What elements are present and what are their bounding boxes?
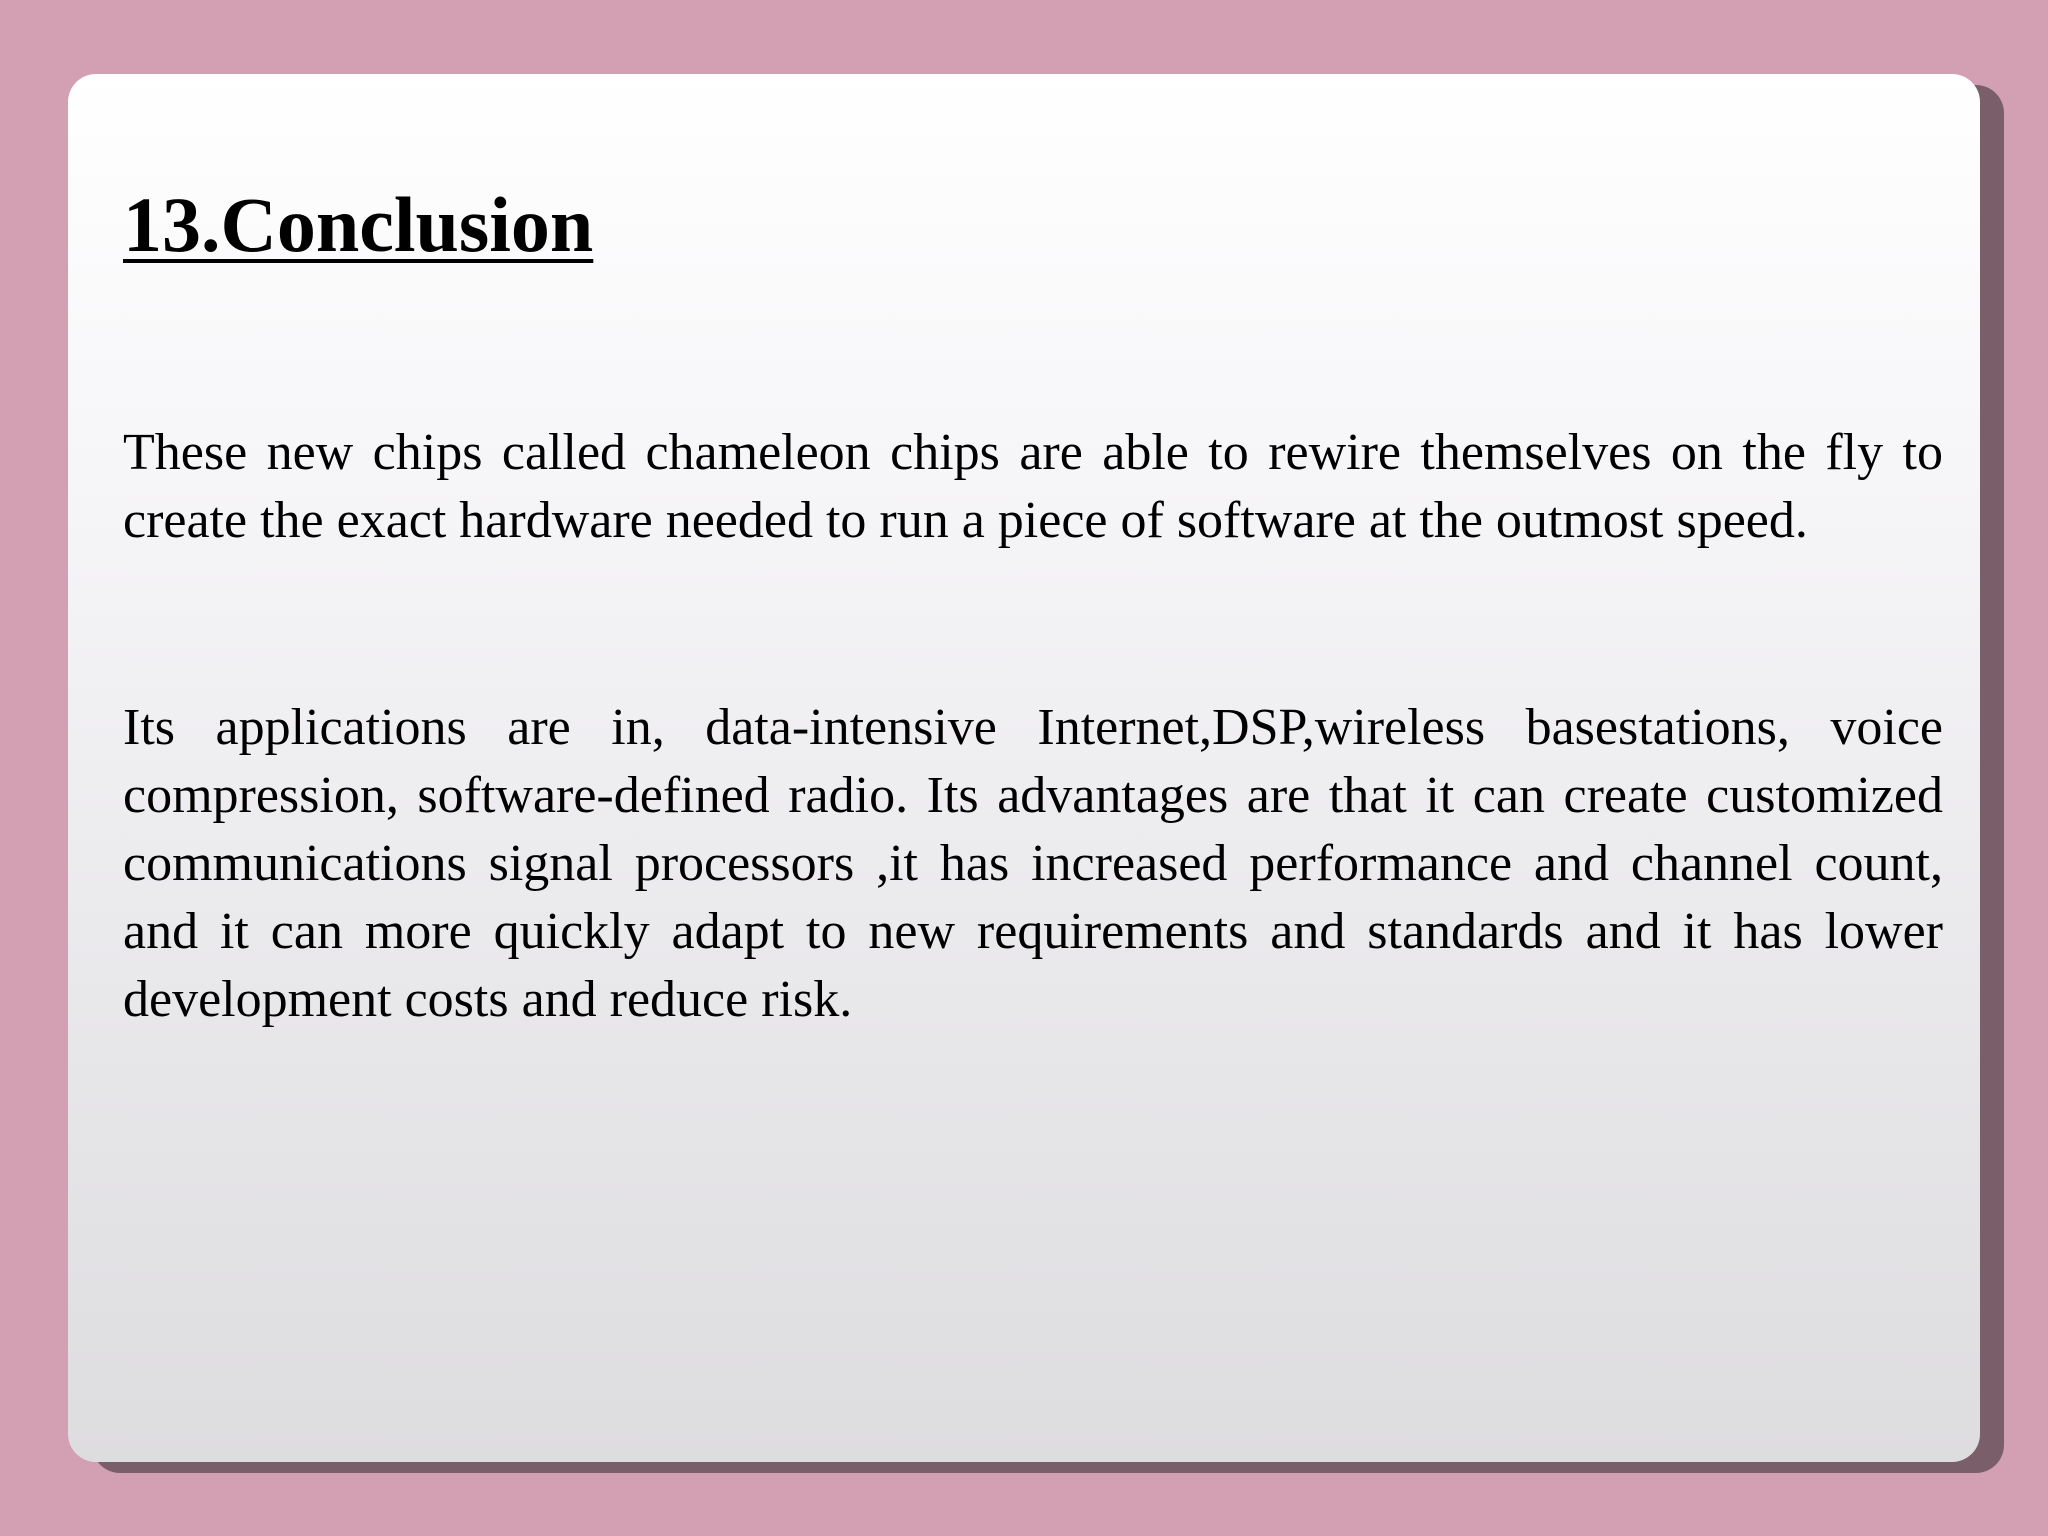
slide-title: 13.Conclusion [123, 181, 594, 268]
slide-card [68, 74, 1980, 1462]
conclusion-paragraph-1: These new chips called chameleon chips are able to rewire themselves on the fly to create the exact hardware needed to run a piece of software at the outmost speed. [123, 424, 1943, 549]
conclusion-paragraph-2: Its applications are in, data-intensive Internet,DSP,wireless basestations, voice compression, software-defined radio. Its advantages are that it can create customized communications signal processors ,it has increased performance and channel count, and it can more quickly adapt to new requirements and standards and it has lower development costs and reduce risk. [123, 699, 1943, 1028]
